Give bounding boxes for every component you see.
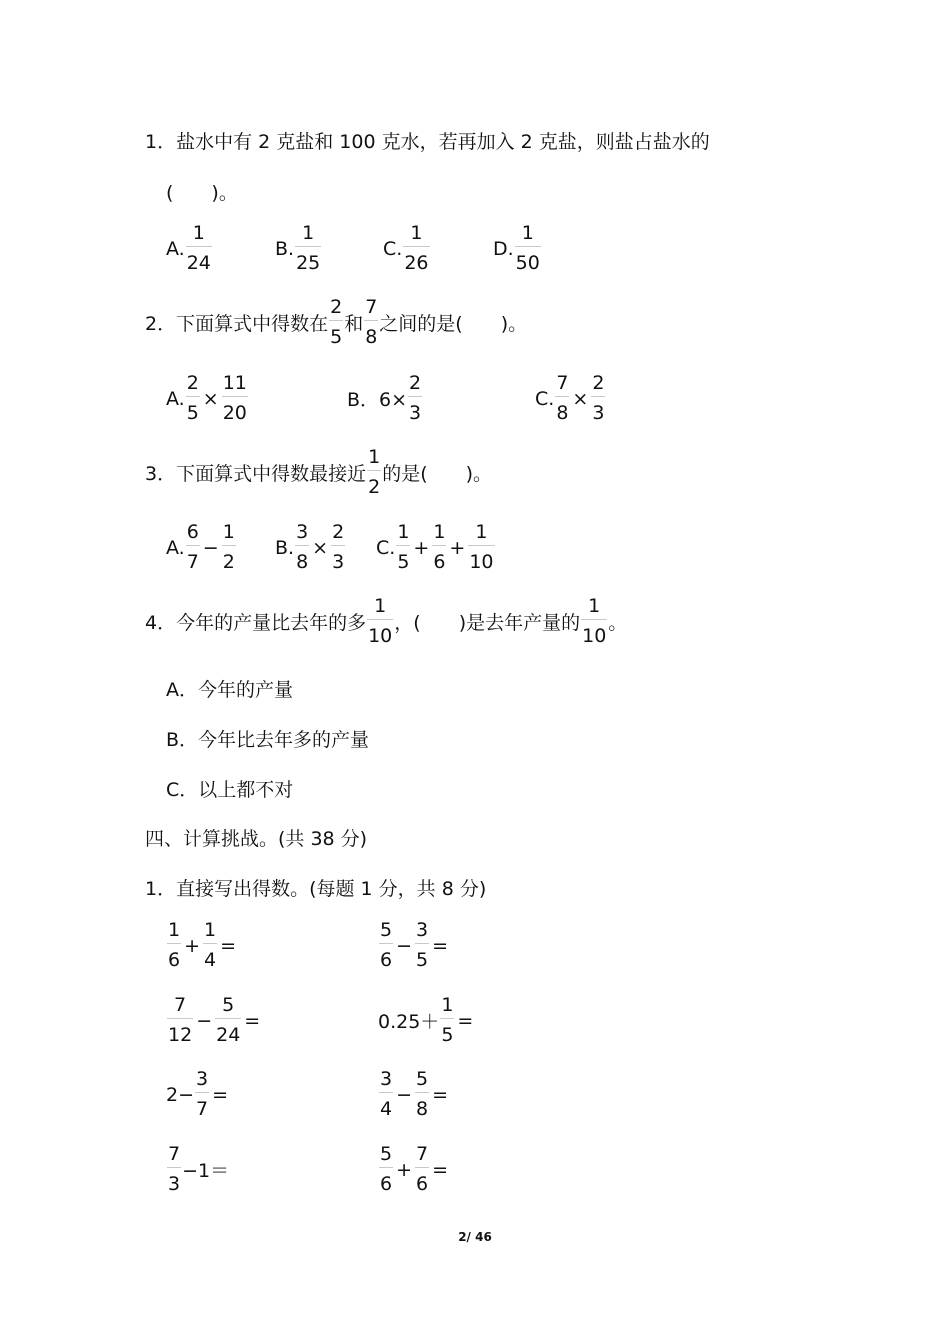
- fraction: $\frac{3}{8}$: [296, 521, 309, 573]
- calc-4b: $\frac{5}{6}$ + $\frac{7}{6}$ =: [380, 1143, 449, 1195]
- q2-option-a: A. $\frac{2}{5}$ × $\frac{11}{20}$: [166, 372, 247, 424]
- q1-stem-text: 1．盐水中有 2 克盐和 100 克水，若再加入 2 克盐，则盐占盐水的: [145, 131, 710, 153]
- fraction: $\frac{1}{5}$: [397, 521, 410, 573]
- q3-stem: 3．下面算式中得数最接近 $\frac{1}{2}$ 的是( )。: [145, 446, 493, 498]
- calc-2b: 0.25＋ $\frac{1}{5}$ =: [378, 994, 474, 1046]
- subsection-title: 1．直接写出得数。(每题 1 分，共 8 分): [145, 878, 487, 900]
- section-title: 四、计算挑战。(共 38 分): [145, 828, 368, 850]
- fraction: $\frac{2}{5}$: [330, 296, 343, 348]
- fraction: $\frac{7}{3}$: [168, 1143, 181, 1195]
- calc-3a: 2− $\frac{3}{7}$ =: [166, 1068, 229, 1120]
- q4-option-b: B．今年比去年多的产量: [166, 729, 370, 751]
- fraction: $\frac{7}{6}$: [416, 1143, 429, 1195]
- q2-option-c: C. $\frac{7}{8}$ × $\frac{2}{3}$: [535, 372, 605, 424]
- q3-option-c: C. $\frac{1}{5}$ + $\frac{1}{6}$ + $\frac{1}{10}$: [376, 521, 494, 573]
- fraction: $\frac{6}{7}$: [186, 521, 199, 573]
- fraction: $\frac{1}{10}$: [469, 521, 494, 573]
- calc-2a: $\frac{7}{12}$ − $\frac{5}{24}$ =: [168, 994, 261, 1046]
- fraction: $\frac{1}{4}$: [204, 919, 217, 971]
- page-number: 2/ 46: [458, 1230, 492, 1244]
- fraction: $\frac{2}{3}$: [332, 521, 345, 573]
- fraction: $\frac{1}{26}$: [404, 222, 429, 274]
- q1-option-d: D. $\frac{1}{50}$: [493, 222, 540, 274]
- fraction: $\frac{1}{2}$: [368, 446, 381, 498]
- fraction: $\frac{11}{20}$: [222, 372, 247, 424]
- calc-3b: $\frac{3}{4}$ − $\frac{5}{8}$ =: [380, 1068, 449, 1120]
- fraction: $\frac{5}{8}$: [416, 1068, 429, 1120]
- fraction: $\frac{7}{12}$: [168, 994, 193, 1046]
- fraction: $\frac{5}{6}$: [380, 1143, 393, 1195]
- fraction: $\frac{1}{5}$: [441, 994, 454, 1046]
- q4-option-a: A．今年的产量: [166, 679, 293, 701]
- q1-option-c: C. $\frac{1}{26}$: [383, 222, 429, 274]
- fraction: $\frac{1}{6}$: [433, 521, 446, 573]
- fraction: $\frac{5}{24}$: [216, 994, 241, 1046]
- q4-stem: 4．今年的产量比去年的多 $\frac{1}{10}$ ，( )是去年产量的 $\frac{1}{10}$ 。: [145, 595, 628, 647]
- fraction: $\frac{3}{7}$: [196, 1068, 209, 1120]
- q3-option-b: B. $\frac{3}{8}$ × $\frac{2}{3}$: [275, 521, 345, 573]
- calc-1b: $\frac{5}{6}$ − $\frac{3}{5}$ =: [380, 919, 449, 971]
- calc-1a: $\frac{1}{6}$ + $\frac{1}{4}$ =: [168, 919, 237, 971]
- q1-stem: [145, 127, 710, 154]
- fraction: $\frac{1}{50}$: [515, 222, 540, 274]
- q2-option-b: B．6× $\frac{2}{3}$: [347, 372, 422, 424]
- q1-option-b: B. $\frac{1}{25}$: [275, 222, 321, 274]
- fraction: $\frac{1}{2}$: [222, 521, 235, 573]
- fraction: $\frac{1}{25}$: [296, 222, 321, 274]
- q4-option-c: C．以上都不对: [166, 779, 294, 801]
- fraction: $\frac{3}{5}$: [416, 919, 429, 971]
- fraction: $\frac{2}{3}$: [409, 372, 422, 424]
- fraction: $\frac{5}{6}$: [380, 919, 393, 971]
- q1-blank-text: ( )。: [166, 182, 238, 204]
- fraction: $\frac{1}{10}$: [582, 595, 607, 647]
- q1-option-a: A. $\frac{1}{24}$: [166, 222, 211, 274]
- calc-4a: $\frac{7}{3}$ −1＝: [168, 1143, 230, 1195]
- fraction: $\frac{7}{8}$: [556, 372, 569, 424]
- q3-option-a: A. $\frac{6}{7}$ − $\frac{1}{2}$: [166, 521, 235, 573]
- fraction: $\frac{7}{8}$: [365, 296, 378, 348]
- q2-stem: 2．下面算式中得数在 $\frac{2}{5}$ 和 $\frac{7}{8}$ 之间的是( )。: [145, 296, 528, 348]
- fraction: $\frac{2}{5}$: [186, 372, 199, 424]
- fraction: $\frac{2}{3}$: [592, 372, 605, 424]
- q1-blank: [166, 178, 238, 205]
- fraction: $\frac{1}{10}$: [368, 595, 393, 647]
- fraction: $\frac{1}{6}$: [168, 919, 181, 971]
- fraction: $\frac{1}{24}$: [186, 222, 211, 274]
- fraction: $\frac{3}{4}$: [380, 1068, 393, 1120]
